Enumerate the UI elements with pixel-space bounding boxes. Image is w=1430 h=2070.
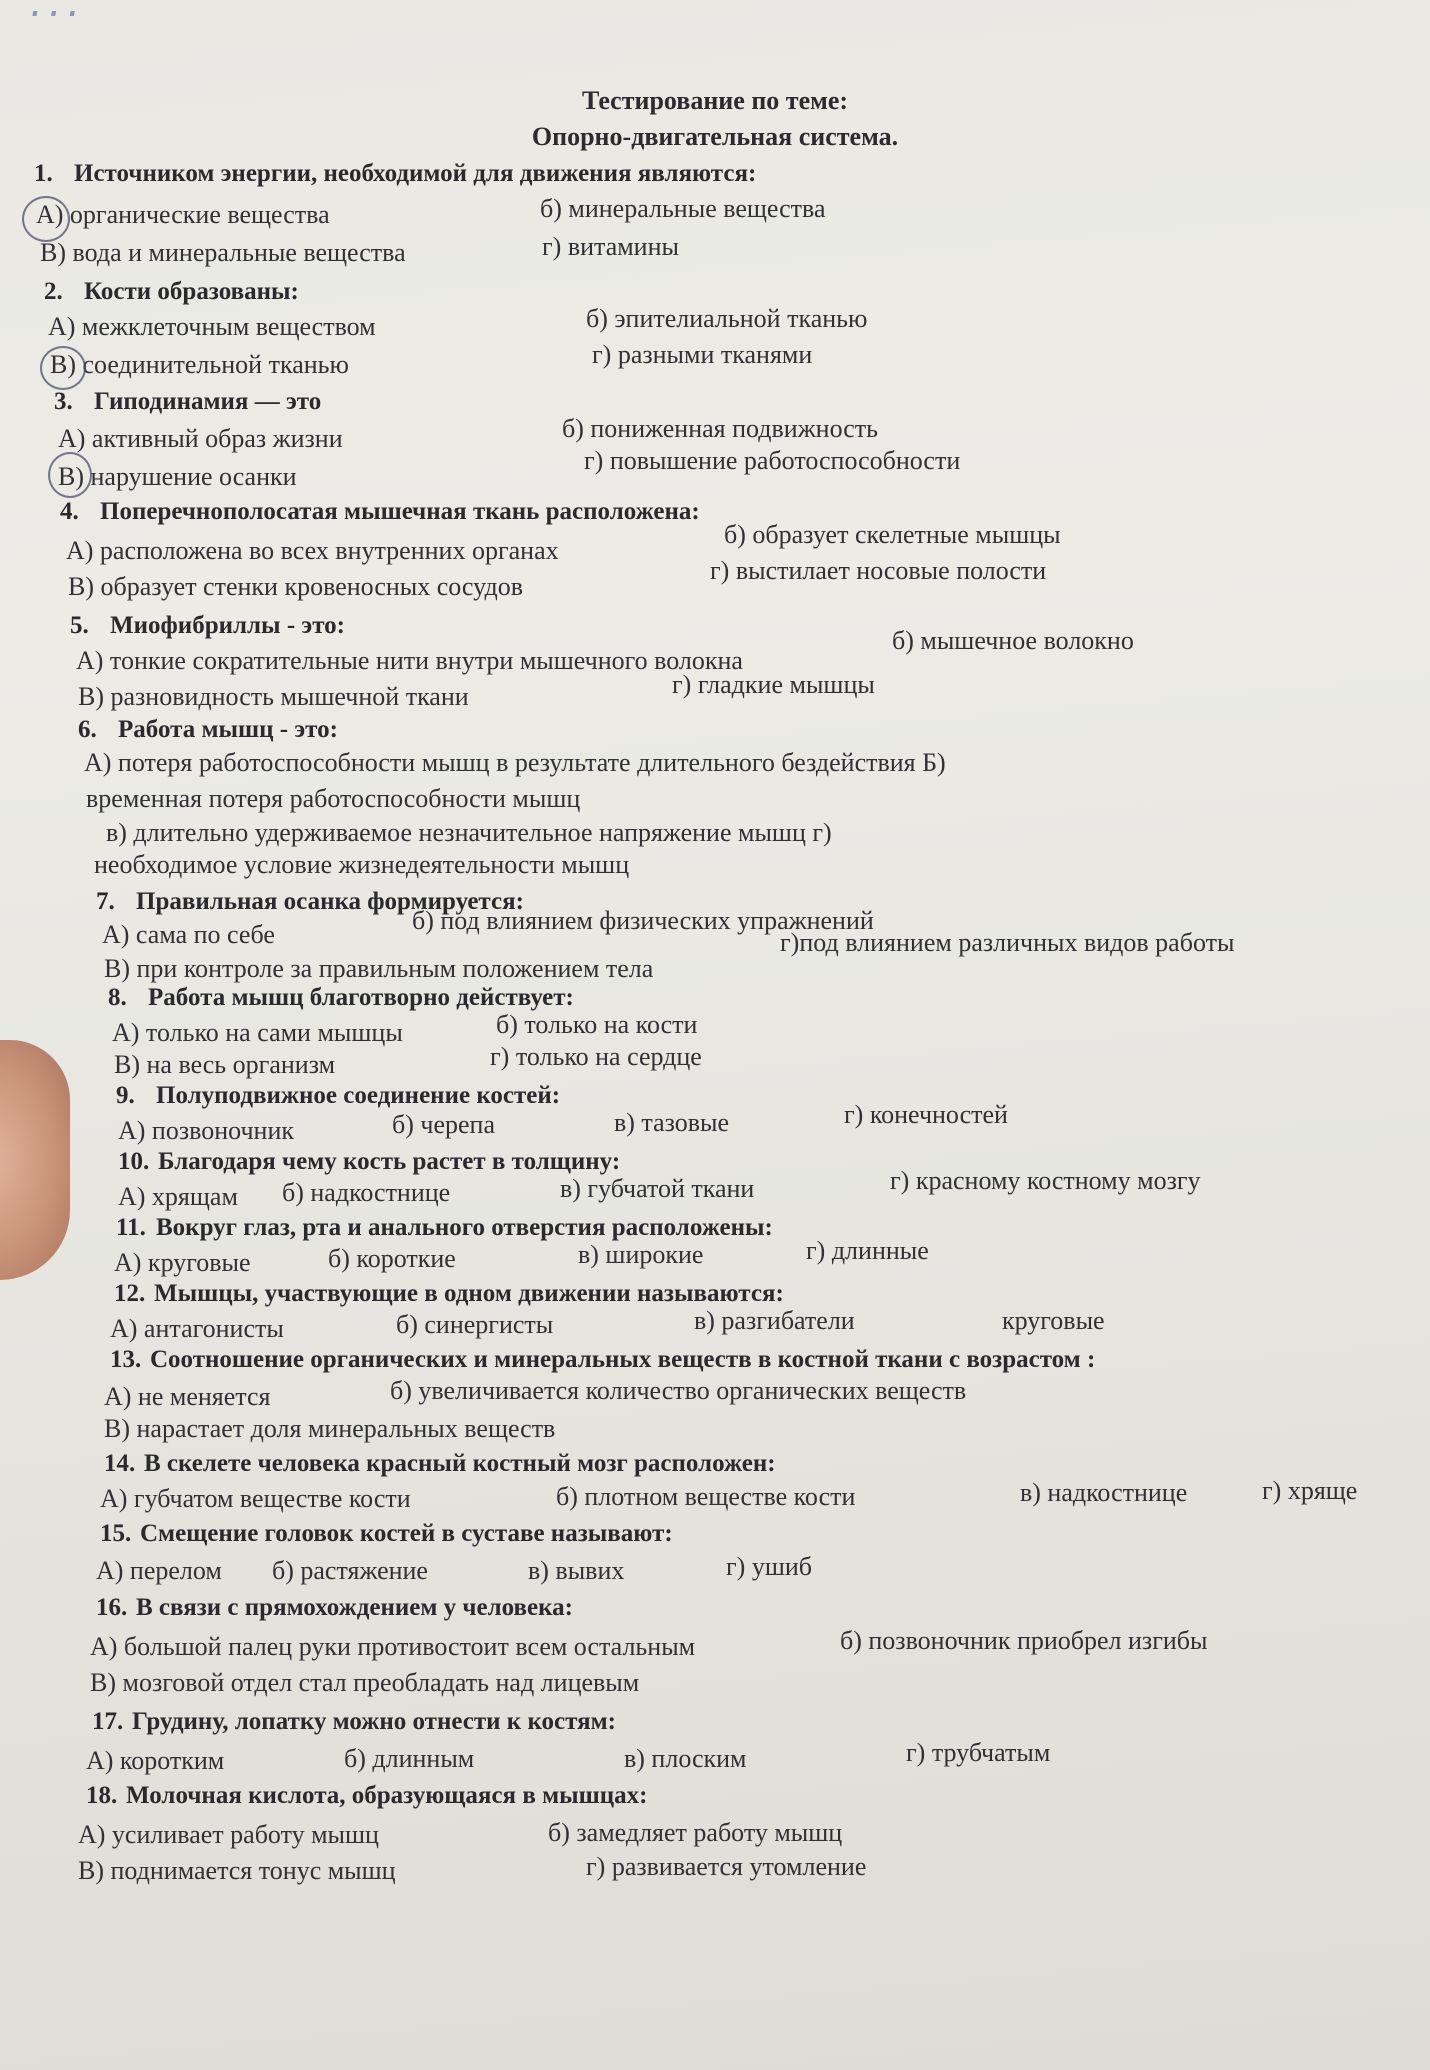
question-text: Соотношение органических и минеральных веществ в костной ткани с возрастом : [150, 1346, 1096, 1373]
question-number: 10. [118, 1148, 150, 1175]
option-a: А) органические вещества [36, 200, 330, 229]
question-16 [96, 1594, 573, 1622]
question-4 [60, 498, 700, 526]
option-g: г) трубчатым [906, 1738, 1051, 1767]
option-v: В) на весь организм [114, 1050, 336, 1079]
option-b: б) синергисты [396, 1310, 554, 1339]
question-number: 3. [54, 388, 73, 415]
option-b: б) образует скелетные мышцы [724, 520, 1061, 549]
option-v: В) разновидность мышечной ткани [78, 682, 469, 711]
question-number: 8. [108, 984, 127, 1011]
option-b: б) черепа [392, 1110, 495, 1139]
option-a: А) потеря работоспособности мышц в результате длительного бездействия Б) [84, 748, 946, 777]
question-14 [104, 1450, 776, 1478]
option-v: в) губчатой ткани [560, 1174, 755, 1203]
option-g: г) красному костному мозгу [890, 1166, 1201, 1195]
question-text: Молочная кислота, образующаяся в мышцах: [126, 1782, 648, 1809]
option-a: А) антагонисты [110, 1314, 284, 1343]
option-b: б) увеличивается количество органических веществ [390, 1376, 967, 1405]
option-v: В) образует стенки кровеносных сосудов [68, 572, 523, 601]
question-number: 1. [34, 160, 53, 187]
option-a: А) губчатом веществе кости [100, 1484, 411, 1513]
option-v: в) длительно удерживаемое незначительное напряжение мышц г) [106, 818, 832, 847]
option-v: В) при контроле за правильным положением тела [104, 954, 654, 983]
doc-title-line1: Тестирование по теме: [581, 86, 849, 115]
question-number: 9. [116, 1082, 135, 1109]
question-number: 17. [92, 1708, 124, 1735]
question-text: Правильная осанка формируется: [136, 888, 524, 915]
option-a: А) круговые [114, 1248, 251, 1277]
option-a: А) не меняется [104, 1382, 271, 1411]
option-g: г) только на сердце [490, 1042, 702, 1071]
option-a: А) сама по себе [102, 920, 275, 949]
question-number: 12. [114, 1280, 146, 1307]
question-text: Полуподвижное соединение костей: [156, 1082, 561, 1109]
question-text: Источником энергии, необходимой для движения являются: [74, 160, 757, 187]
question-text: В связи с прямохождением у человека: [136, 1594, 573, 1621]
option-a: А) только на сами мышцы [112, 1018, 403, 1047]
question-number: 18. [86, 1782, 118, 1809]
handwritten-note: ... [30, 0, 87, 26]
option-a: А) усиливает работу мышц [78, 1820, 379, 1849]
option-v: В) поднимается тонус мышц [78, 1856, 396, 1885]
option-g: г)под влиянием различных видов работы [780, 928, 1235, 957]
question-13 [110, 1346, 1095, 1374]
question-text: Миофибриллы - это: [110, 612, 345, 639]
question-17 [92, 1708, 616, 1736]
question-10 [118, 1148, 620, 1176]
option-a: А) межклеточным веществом [48, 312, 376, 341]
question-text: Мышцы, участвующие в одном движении называются: [154, 1280, 784, 1307]
option-v: В) вода и минеральные вещества [40, 238, 406, 267]
question-15 [100, 1520, 673, 1548]
option-v: в) вывих [528, 1556, 625, 1585]
question-number: 6. [78, 716, 97, 743]
question-text: Работа мышц благотворно действует: [148, 984, 574, 1011]
option-a: А) хрящам [118, 1182, 238, 1211]
option-g: г) длинные [806, 1236, 929, 1265]
option-a-continued: временная потеря работоспособности мышц [86, 784, 581, 813]
question-number: 2. [44, 278, 63, 305]
option-a: А) большой палец руки противостоит всем остальным [90, 1632, 696, 1661]
option-b: б) минеральные вещества [540, 194, 826, 223]
option-v: в) широкие [578, 1240, 704, 1269]
question-text: Смещение головок костей в суставе называют: [140, 1520, 673, 1547]
option-b: б) замедляет работу мышц [548, 1818, 843, 1847]
option-g: г) витамины [542, 232, 679, 261]
question-8 [108, 984, 574, 1012]
option-b: б) длинным [344, 1744, 475, 1773]
option-g: г) конечностей [844, 1100, 1008, 1129]
question-number: 15. [100, 1520, 132, 1547]
question-number: 5. [70, 612, 89, 639]
doc-title-line2: Опорно-двигательная система. [531, 122, 899, 151]
option-v: В) соединительной тканью [50, 350, 349, 379]
option-a: А) расположена во всех внутренних органах [66, 536, 559, 565]
question-number: 11. [116, 1214, 146, 1241]
option-v: в) тазовые [614, 1108, 730, 1137]
question-text: Гиподинамия — это [94, 388, 322, 415]
question-text: Благодаря чему кость растет в толщину: [158, 1148, 621, 1175]
option-g: г) гладкие мышцы [672, 670, 875, 699]
question-18 [86, 1782, 647, 1810]
question-6 [78, 716, 338, 744]
option-b: б) пониженная подвижность [562, 414, 878, 443]
question-11 [116, 1214, 773, 1242]
question-text: В скелете человека красный костный мозг расположен: [144, 1450, 776, 1477]
option-a: А) активный образ жизни [58, 424, 343, 453]
option-b: б) под влиянием физических упражнений [412, 906, 874, 935]
option-b: б) мышечное волокно [892, 626, 1134, 655]
question-9 [116, 1082, 560, 1110]
option-a: А) перелом [96, 1556, 222, 1585]
question-1 [34, 160, 756, 188]
option-b: б) плотном веществе кости [556, 1482, 856, 1511]
option-g: г) ушиб [726, 1552, 812, 1581]
option-g: г) разными тканями [592, 340, 813, 369]
option-a: А) коротким [86, 1746, 225, 1775]
question-text: Грудину, лопатку можно отнести к костям: [132, 1708, 616, 1735]
option-g: г) хряще [1262, 1476, 1358, 1505]
option-v: в) плоским [624, 1744, 747, 1773]
option-v: В) нарушение осанки [58, 462, 297, 491]
option-a: А) позвоночник [118, 1116, 294, 1145]
question-2 [44, 278, 299, 306]
option-g: круговые [1002, 1306, 1105, 1335]
option-g: г) выстилает носовые полости [710, 556, 1047, 585]
question-number: 7. [96, 888, 115, 915]
option-v: В) нарастает доля минеральных веществ [104, 1414, 556, 1443]
option-v: В) мозговой отдел стал преобладать над лицевым [90, 1668, 640, 1697]
question-text: Работа мышц - это: [118, 716, 338, 743]
option-b: б) эпителиальной тканью [586, 304, 868, 333]
option-a: А) тонкие сократительные нити внутри мышечного волокна [76, 646, 743, 675]
option-v: в) надкостнице [1020, 1478, 1188, 1507]
question-number: 4. [60, 498, 79, 525]
question-12 [114, 1280, 784, 1308]
option-g-continued: необходимое условие жизнедеятельности мышц [94, 850, 630, 879]
option-b: б) растяжение [272, 1556, 428, 1585]
question-number: 14. [104, 1450, 136, 1477]
question-text: Вокруг глаз, рта и анального отверстия расположены: [156, 1214, 773, 1241]
option-b: б) короткие [328, 1244, 456, 1273]
option-b: б) позвоночник приобрел изгибы [840, 1626, 1208, 1655]
question-5 [70, 612, 345, 640]
option-b: б) только на кости [496, 1010, 698, 1039]
option-v: в) разгибатели [694, 1306, 855, 1335]
question-3 [54, 388, 321, 416]
option-b: б) надкостнице [282, 1178, 451, 1207]
question-text: Кости образованы: [84, 278, 299, 305]
option-g: г) повышение работоспособности [584, 446, 961, 475]
question-number: 16. [96, 1594, 128, 1621]
question-number: 13. [110, 1346, 142, 1373]
option-g: г) развивается утомление [586, 1852, 867, 1881]
question-text: Поперечнополосатая мышечная ткань расположена: [100, 498, 700, 525]
